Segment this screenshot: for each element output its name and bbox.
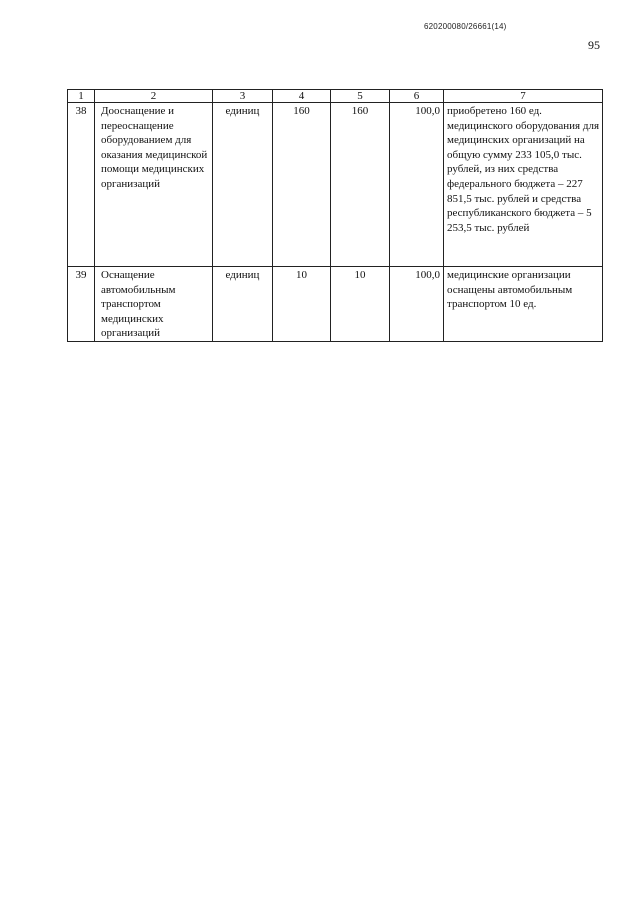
report-table [67,89,603,342]
table-row [68,103,603,267]
column-header: 4 [273,90,331,103]
percent-value: 100,0 [390,103,444,267]
fact-value: 160 [331,103,390,267]
column-header: 5 [331,90,390,103]
indicator-name: Дооснащение и переоснащение оборудованием для оказания медицинской помощи медицинских организаций [95,103,213,267]
row-number: 38 [68,103,95,267]
table-header-row [68,90,603,103]
page-number: 95 [588,38,600,52]
plan-value: 160 [273,103,331,267]
note-cell: медицинские организации оснащены автомобильным транспортом 10 ед. [444,267,603,342]
row-number: 39 [68,267,95,342]
unit-cell: единиц [213,103,273,267]
plan-value: 10 [273,267,331,342]
document-id: 620200080/26661(14) [424,22,507,31]
percent-value: 100,0 [390,267,444,342]
column-header: 1 [68,90,95,103]
indicator-name: Оснащение автомобильным транспортом медицинских организаций [95,267,213,342]
note-cell: приобретено 160 ед. медицинского оборудования для медицинских организаций на общую сумму 233 105,0 тыс. рублей, из них средства федерального бюджета – 227 851,5 тыс. рублей и средства республиканского бюджета – 5 253,5 тыс. рублей [444,103,603,267]
fact-value: 10 [331,267,390,342]
unit-cell: единиц [213,267,273,342]
table-row [68,267,603,342]
column-header: 2 [95,90,213,103]
column-header: 6 [390,90,444,103]
column-header: 3 [213,90,273,103]
column-header: 7 [444,90,603,103]
